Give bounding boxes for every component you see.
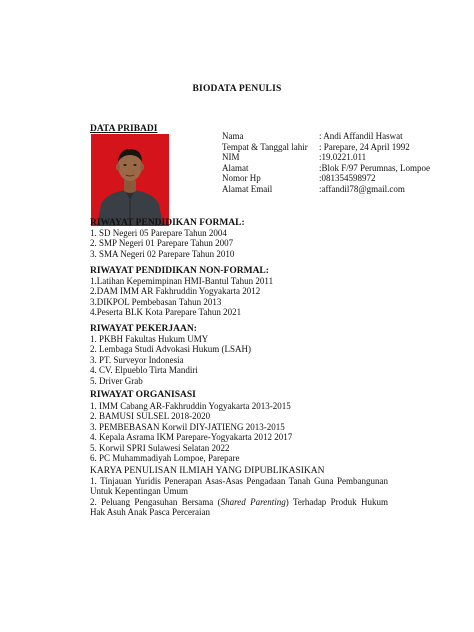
work-history-list: [90, 334, 251, 386]
list-item: 1.Latihan Kepemimpinan HMI-Bantul Tahun 2011: [90, 276, 274, 286]
formal-education-heading: RIWAYAT PENDIDIKAN FORMAL:: [90, 218, 245, 228]
list-item: 2. BAMUSI SULSEL 2018-2020: [90, 411, 211, 422]
info-label: Nama: [222, 131, 244, 141]
list-item: 4. Kepala Asrama IKM Parepare-Yogyakarta 2012 2017: [90, 432, 293, 443]
list-item: 6. PC Muhammadiyah Lompoe, Parepare: [90, 453, 240, 464]
list-item: 4.Peserta BLK Kota Parepare Tahun 2021: [90, 307, 242, 318]
list-item: 2. Lembaga Studi Advokasi Hukum (LSAH): [90, 344, 251, 355]
list-item: 3.DIKPOL Pembebasan Tahun 2013: [90, 296, 222, 307]
info-label: Tempat & Tanggal lahir: [222, 141, 308, 152]
formal-education-list: [90, 228, 234, 259]
info-value: :081354598972: [319, 173, 376, 184]
publications-list: [90, 476, 388, 518]
nonformal-education-heading: RIWAYAT PENDIDIKAN NON-FORMAL:: [90, 266, 269, 276]
info-value: : Andi Affandil Haswat: [319, 131, 403, 141]
personal-info-table: [222, 131, 430, 195]
info-row-ttl: [222, 142, 430, 153]
list-item: 3. SMA Negeri 02 Parepare Tahun 2010: [90, 248, 235, 259]
data-pribadi-heading: DATA PRIBADI: [90, 124, 158, 134]
nonformal-education-list: [90, 276, 273, 318]
profile-photo: [91, 134, 169, 226]
info-row-hp: [222, 173, 430, 184]
publication-text: ) Terhadap Produk Hukum Hak Asuh Anak Pasca Perceraian: [90, 496, 388, 518]
publications-heading: KARYA PENULISAN ILMIAH YANG DIPUBLIKASIKAN: [90, 466, 325, 476]
publication-text: 2. Peluang Pengasuhan Bersama (: [90, 496, 221, 507]
info-row-nama: [222, 131, 430, 142]
info-label: Alamat: [222, 162, 249, 173]
list-item: 3. PEMBEBASAN Korwil DIY-JATIENG 2013-2015: [90, 421, 285, 432]
info-value: :Blok F/97 Perumnas, Lompoe: [319, 162, 430, 173]
list-item: 4. CV. Elpueblo Tirta Mandiri: [90, 365, 198, 376]
publication-italic-term: Shared Parenting: [220, 496, 286, 507]
list-item: 5. Korwil SPRI Sulawesi Selatan 2022: [90, 442, 230, 453]
work-history-heading: RIWAYAT PEKERJAAN:: [90, 324, 197, 334]
organization-list: [90, 401, 292, 463]
list-item: 1. PKBH Fakultas Hukum UMY: [90, 334, 209, 344]
info-row-nim: [222, 152, 430, 163]
list-item: 2. SMP Negeri 01 Parepare Tahun 2007: [90, 238, 234, 249]
info-label: Nomor Hp: [222, 173, 261, 184]
list-item: 1. IMM Cabang AR-Fakhruddin Yogyakarta 2013-2015: [90, 401, 291, 411]
info-value: : Parepare, 24 April 1992: [319, 141, 410, 152]
info-value: :19.0221.011: [319, 152, 367, 163]
list-item: 5. Driver Grab: [90, 375, 143, 386]
info-row-alamat: [222, 163, 430, 174]
list-item: 1. SD Negeri 05 Parepare Tahun 2004: [90, 228, 227, 238]
publication-item: 1. Tinjauan Yuridis Penerapan Asas-Asas Pengadaan Tanah Guna Pembangunan Untuk Kepentingan Umum: [90, 476, 388, 497]
info-row-email: [222, 184, 430, 195]
publication-item: [90, 497, 388, 518]
info-value: :affandil78@gmail.com: [319, 183, 405, 194]
document-title: BIODATA PENULIS: [192, 84, 282, 94]
list-item: 3. PT. Surveyor Indonesia: [90, 354, 184, 365]
info-label: Alamat Email: [222, 183, 273, 194]
organization-heading: RIWAYAT ORGANISASI: [90, 390, 196, 400]
info-label: NIM: [222, 152, 240, 163]
list-item: 2.DAM IMM AR Fakhruddin Yogyakarta 2012: [90, 286, 261, 297]
